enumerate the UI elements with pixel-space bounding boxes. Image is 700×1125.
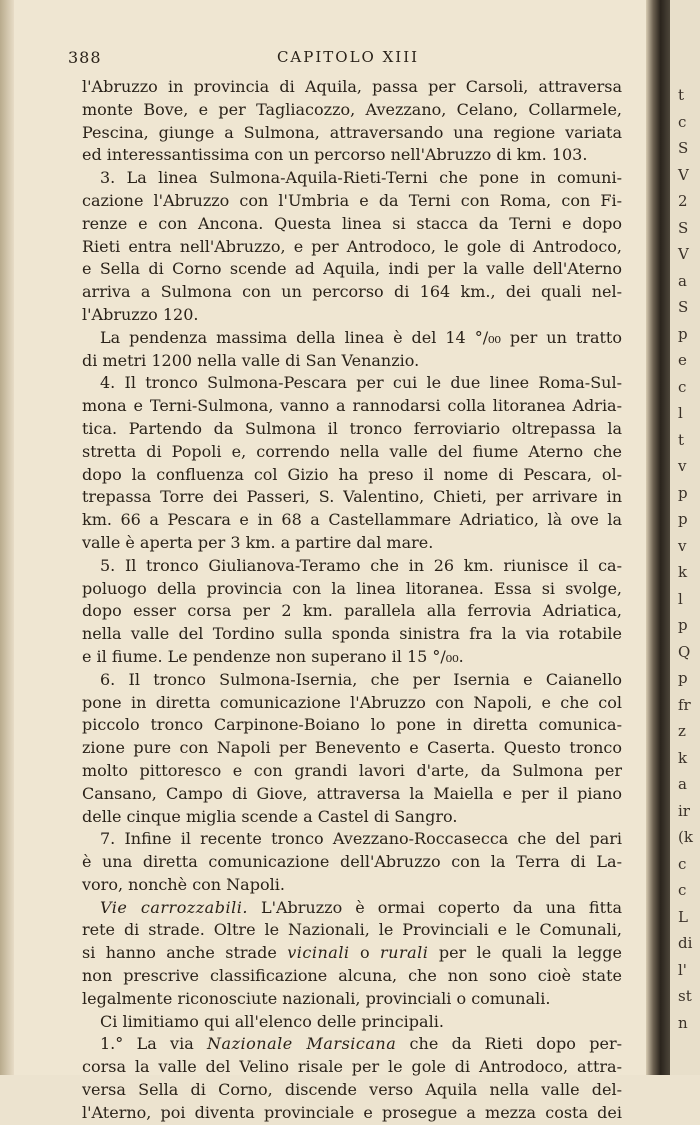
facing-page-fragment: fr <box>678 695 691 714</box>
facing-page-fragment: v <box>678 457 687 475</box>
text-run: dopo la confluenza col Gizio ha preso il nome di Pescara, ol- <box>82 464 622 484</box>
text-run: voro, nonchè con Napoli. <box>82 874 285 894</box>
text-run: arriva a Sulmona con un percorso di 164 km., dei quali nel- <box>82 282 622 302</box>
book-gutter <box>646 0 670 1075</box>
page-number: 388 <box>68 48 102 67</box>
text-line <box>82 737 622 760</box>
facing-page-fragment: c <box>678 377 687 396</box>
text-line <box>82 714 622 737</box>
facing-page-fragment: (k <box>678 828 693 846</box>
text-run: Ci limitiamo qui all'elenco delle principali. <box>100 1011 444 1031</box>
italic-term: Nazionale Marsicana <box>207 1034 397 1054</box>
text-run: per le quali la legge <box>428 943 622 963</box>
facing-page-fragment: S <box>678 139 689 157</box>
facing-page-fragment: a <box>678 775 687 793</box>
facing-page-fragment: ir <box>678 801 690 820</box>
text-line <box>82 555 622 578</box>
text-line <box>82 828 622 851</box>
text-run: ed interessantissima con un percorso nell'Abruzzo di km. 103. <box>82 145 588 165</box>
text-run: cazione l'Abruzzo con l'Umbria e da Terni con Roma, con Fi- <box>82 190 622 210</box>
facing-page-fragment: p <box>678 483 688 502</box>
text-line <box>82 669 622 692</box>
facing-page-fragment: e <box>678 351 687 369</box>
facing-page-fragment: t <box>678 86 685 104</box>
text-run: Rieti entra nell'Abruzzo, e per Antrodoco, le gole di Antrodoco, <box>82 236 622 256</box>
facing-page-fragment: a <box>678 271 687 290</box>
italic-term: vicinali <box>287 943 350 963</box>
text-run: è una diretta comunicazione dell'Abruzzo con la Terra di La- <box>82 852 622 872</box>
text-line <box>82 806 622 829</box>
text-line <box>82 76 622 99</box>
text-run: trepassa Torre dei Passeri, S. Valentino, Chieti, per arrivare in <box>82 487 622 507</box>
text-run: stretta di Popoli e, correndo nella valle del fiume Aterno che <box>82 441 622 461</box>
text-run: mona e Terni-Sulmona, vanno a rannodarsi colla litoranea Adria- <box>82 396 622 416</box>
facing-page-fragment: st <box>678 987 692 1005</box>
text-run: corsa la valle del Velino risale per le gole di Antrodoco, attra- <box>82 1057 622 1077</box>
facing-page-fragment: V <box>678 245 689 263</box>
facing-page-fragment: V <box>678 165 689 184</box>
text-line <box>82 874 622 897</box>
text-line <box>82 1011 622 1034</box>
text-run: e Sella di Corno scende ad Aquila, indi per la valle dell'Aterno <box>82 259 622 279</box>
text-run: km. 66 a Pescara e in 68 a Castellammare Adriatico, là ove la <box>82 510 622 530</box>
facing-page-fragment: k <box>678 563 688 581</box>
facing-page-fragment: p <box>678 324 688 343</box>
text-line <box>82 623 622 646</box>
text-run: e il fiume. Le pendenze non superano il 15 °/₀₀. <box>82 646 464 666</box>
text-line <box>82 350 622 373</box>
text-line <box>82 942 622 965</box>
text-run: di metri 1200 nella valle di San Venanzio. <box>82 350 420 370</box>
facing-page-fragment: z <box>678 722 686 740</box>
text-line <box>82 304 622 327</box>
text-line <box>82 988 622 1011</box>
text-line <box>82 258 622 281</box>
text-run: nella valle del Tordino sulla sponda sinistra fra la via rotabile <box>82 624 622 644</box>
text-line <box>82 578 622 601</box>
text-line <box>82 897 622 920</box>
text-run: L'Abruzzo è ormai coperto da una fitta <box>247 897 622 917</box>
facing-page-fragment: Q <box>678 642 691 661</box>
text-run: 4. Il tronco Sulmona-Pescara per cui le due linee Roma-Sul- <box>100 373 622 393</box>
text-run: 5. Il tronco Giulianova-Teramo che in 26 km. riunisce il ca- <box>100 555 622 575</box>
text-run: poluogo della provincia con la linea litoranea. Essa si svolge, <box>82 578 622 598</box>
text-line <box>82 190 622 213</box>
text-line <box>82 418 622 441</box>
text-run: 7. Infine il recente tronco Avezzano-Roccasecca che del pari <box>100 829 622 849</box>
text-run: l'Aterno, poi diventa provinciale e prosegue a mezza costa dei <box>82 1102 622 1122</box>
text-run: renze e con Ancona. Questa linea si stacca da Terni e dopo <box>82 213 622 233</box>
text-line <box>82 600 622 623</box>
text-run: Pescina, giunge a Sulmona, attraversando una regione variata <box>82 122 622 142</box>
page-left-edge <box>0 0 14 1075</box>
facing-page-fragment: k <box>678 748 688 767</box>
text-run: o <box>349 943 381 963</box>
text-line <box>82 965 622 988</box>
text-run: 6. Il tronco Sulmona-Isernia, che per Isernia e Caianello <box>100 669 622 689</box>
text-line <box>82 1079 622 1102</box>
text-run: si hanno anche strade <box>82 943 288 963</box>
text-run: versa Sella di Corno, discende verso Aquila nella valle del- <box>82 1080 622 1100</box>
text-line <box>82 213 622 236</box>
facing-page-fragment: L <box>678 907 688 926</box>
text-run: non prescrive classificazione alcuna, che non sono cioè state <box>82 966 622 986</box>
facing-page-fragment: v <box>678 536 687 555</box>
text-run: piccolo tronco Carpinone-Boiano lo pone in diretta comunica- <box>82 715 622 735</box>
text-run: l'Abruzzo in provincia di Aquila, passa per Carsoli, attraversa <box>82 77 622 96</box>
facing-page-fragment: S <box>678 298 689 316</box>
facing-page-fragment: p <box>678 510 688 528</box>
facing-page-fragment: 2 <box>678 192 688 210</box>
text-run: tica. Partendo da Sulmona il tronco ferroviario oltrepassa la <box>82 418 622 438</box>
facing-page-fragment: c <box>678 854 687 873</box>
text-run: 1.° La via <box>100 1034 208 1054</box>
text-run: pone in diretta comunicazione l'Abruzzo con Napoli, e che col <box>82 692 622 712</box>
text-line <box>82 1056 622 1079</box>
text-line <box>82 327 622 350</box>
italic-term: Vie carrozzabili. <box>100 897 248 917</box>
text-line <box>82 395 622 418</box>
facing-page-fragment: c <box>678 112 687 131</box>
text-run: 3. La linea Sulmona-Aquila-Rieti-Terni che pone in comuni- <box>100 168 622 188</box>
text-line <box>82 532 622 555</box>
facing-page-edge <box>670 0 700 1075</box>
facing-page-fragment: p <box>678 616 688 634</box>
text-run: che da Rieti dopo per- <box>396 1034 622 1054</box>
facing-page-fragment: l <box>678 589 683 608</box>
text-line <box>82 464 622 487</box>
text-line <box>82 919 622 942</box>
text-line <box>82 692 622 715</box>
text-run: monte Bove, e per Tagliacozzo, Avezzano, Celano, Collarmele, <box>82 99 622 119</box>
text-line <box>82 851 622 874</box>
text-line <box>82 486 622 509</box>
facing-page-fragment: l <box>678 404 683 422</box>
text-run: l'Abruzzo 120. <box>82 304 199 324</box>
text-line <box>82 372 622 395</box>
italic-term: rurali <box>380 943 429 963</box>
body-text <box>82 76 622 1125</box>
text-run: La pendenza massima della linea è del 14 °/₀₀ per un tratto <box>100 327 622 347</box>
text-run: rete di strade. Oltre le Nazionali, le Provinciali e le Comunali, <box>82 920 622 940</box>
text-line <box>82 122 622 145</box>
text-run: delle cinque miglia scende a Castel di Sangro. <box>82 806 458 826</box>
facing-page-fragment: n <box>678 1013 688 1032</box>
text-line <box>82 441 622 464</box>
text-line <box>82 509 622 532</box>
text-line <box>82 760 622 783</box>
facing-page-fragment: di <box>678 934 693 952</box>
text-line <box>82 99 622 122</box>
text-run: Cansano, Campo di Giove, attraversa la Maiella e per il piano <box>82 783 622 803</box>
text-line <box>82 167 622 190</box>
facing-page-fragment: S <box>678 218 689 237</box>
text-line <box>82 1102 622 1125</box>
facing-page-fragment: c <box>678 881 687 899</box>
text-run: legalmente riconosciute nazionali, provinciali o comunali. <box>82 988 551 1008</box>
text-run: zione pure con Napoli per Benevento e Caserta. Questo tronco <box>82 738 622 758</box>
text-line <box>82 144 622 167</box>
facing-page-fragment: l' <box>678 960 687 979</box>
text-line <box>82 236 622 259</box>
facing-page-fragment: t <box>678 430 685 449</box>
text-run: molto pittoresco e con grandi lavori d'arte, da Sulmona per <box>82 760 622 780</box>
text-line <box>82 1033 622 1056</box>
facing-page-fragment: p <box>678 669 688 687</box>
running-header <box>68 48 628 72</box>
text-line <box>82 281 622 304</box>
text-line <box>82 783 622 806</box>
text-run: dopo esser corsa per 2 km. parallela alla ferrovia Adriatica, <box>82 601 622 621</box>
chapter-title: CAPITOLO XIII <box>276 48 420 66</box>
text-run: valle è aperta per 3 km. a partire dal mare. <box>82 532 434 552</box>
text-line <box>82 646 622 669</box>
